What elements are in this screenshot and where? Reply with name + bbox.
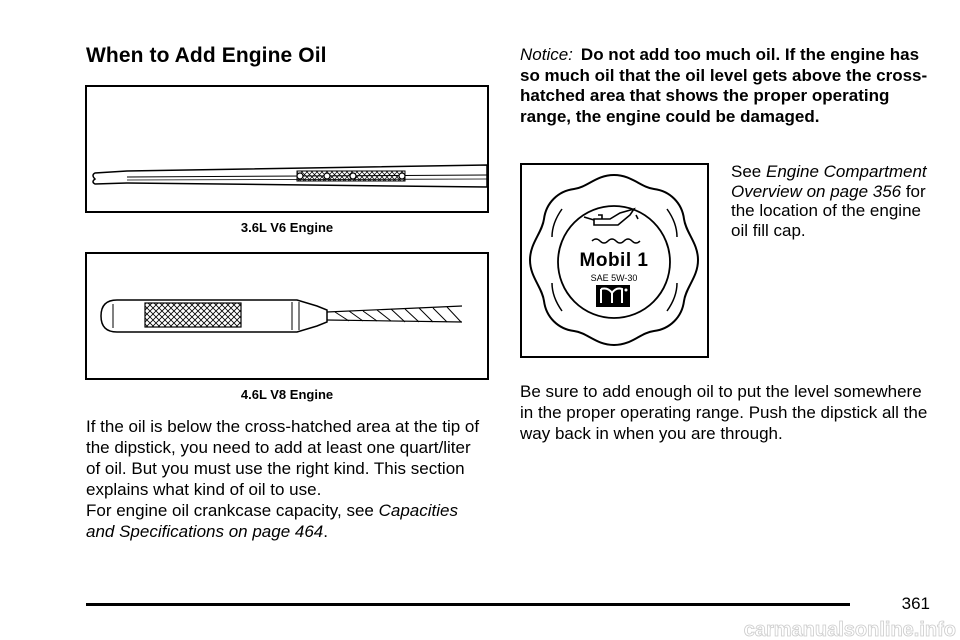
dipstick-v8-caption: 4.6L V8 Engine: [240, 387, 334, 402]
oil-fill-cap-figure: [520, 163, 709, 358]
notice-text: Do not add too much oil. If the engine has so much oil that the oil level gets above the cross-hatched area that shows the proper operating range, the engine could be damaged.: [520, 45, 928, 126]
notice-block: [520, 45, 930, 127]
dipstick-v8-illustration: [87, 254, 487, 378]
notice-label: Notice:: [520, 45, 573, 64]
left-column-paragraph: [86, 416, 486, 542]
oil-brand-label: Mobil 1: [579, 250, 649, 271]
page-number: 361: [901, 594, 930, 613]
see-prefix: See: [731, 162, 762, 181]
dipstick-v6-illustration: [87, 87, 487, 211]
dipstick-v6-figure: [85, 85, 489, 213]
owner-manual-icon: [596, 285, 630, 307]
see-reference-text: [731, 162, 931, 240]
capacities-reference-link[interactable]: Capacities and Specifications on page 464: [86, 501, 458, 541]
watermark-graphic: [740, 620, 960, 640]
oil-low-paragraph: If the oil is below the cross-hatched area at the tip of the dipstick, you need to add at least one quart/liter of oil. But you must use the right kind. This section explains what kind of oil to use.: [86, 417, 480, 499]
oil-fill-cap-illustration: [522, 165, 707, 356]
watermark-text: carmanualsonline.info: [743, 620, 956, 640]
capacity-suffix: .: [323, 522, 328, 541]
capacity-paragraph: [86, 500, 486, 542]
dipstick-v8-figure: [85, 252, 489, 380]
capacity-prefix: For engine oil crankcase capacity, see: [86, 501, 379, 520]
see-suffix: for the location of the engine oil fill cap.: [731, 181, 926, 240]
engine-compartment-reference-link[interactable]: Engine Compartment Overview on page 356: [731, 162, 927, 201]
section-title: When to Add Engine Oil: [86, 44, 327, 67]
dipstick-v6-caption: 3.6L V6 Engine: [240, 220, 334, 235]
right-column-paragraph: [520, 381, 930, 444]
oil-grade-label: SAE 5W-30: [590, 273, 638, 283]
watermark: [740, 620, 960, 640]
footer-rule: [86, 603, 850, 606]
add-oil-paragraph: Be sure to add enough oil to put the level somewhere in the proper operating range. Push the dipstick all the way back in when you are through.: [520, 382, 928, 443]
